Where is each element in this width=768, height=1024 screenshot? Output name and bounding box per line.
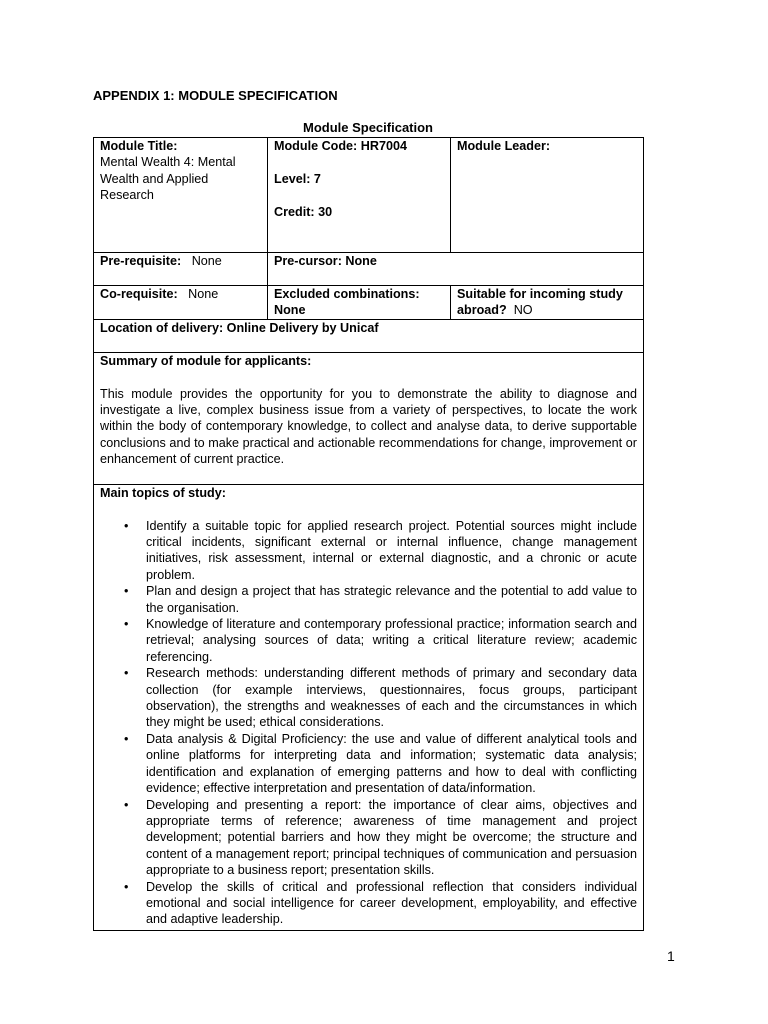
- precursor-text: Pre-cursor: None: [274, 254, 377, 268]
- excluded-value: None: [274, 303, 306, 318]
- topic-item: • Identify a suitable topic for applied research project. Potential sources might include critical incidents, significant external or internal influence, change management initiatives, risk assessment, internal or external diagnostic, and a chronic or acute problem.: [146, 518, 637, 584]
- module-info-row: [94, 138, 644, 253]
- prerequisite-value: None: [191, 254, 222, 268]
- page-number: 1: [667, 948, 675, 964]
- topics-cell: [94, 484, 644, 930]
- prerequisite-cell: [94, 253, 268, 286]
- summary-row: [94, 352, 644, 484]
- module-leader-cell: [451, 138, 644, 253]
- incoming-label: Suitable for incoming study abroad?: [457, 287, 623, 318]
- location-row: [94, 319, 644, 352]
- table-title: Module Specification: [302, 120, 433, 135]
- topics-label: Main topics of study:: [100, 485, 226, 500]
- summary-text: This module provides the opportunity for you to demonstrate the ability to diagnose and investigate a live, complex business issue from a variety of perspectives, to locate the work within the body of contemporary knowledge, to collect and analyse data, to derive supportable conclusions and to make practical and actionable recommendations for change, improvement or enhancement of current practice.: [100, 386, 637, 467]
- module-level: Level: 7: [274, 171, 321, 186]
- corequisite-value: None: [188, 287, 219, 301]
- topics-list: [100, 518, 637, 928]
- topic-item: • Knowledge of literature and contemporary professional practice; information search and retrieval; analysing sources of data; writing a critical literature review; academic referencing.: [146, 616, 637, 665]
- precursor-cell: [268, 253, 644, 286]
- module-credit: Credit: 30: [274, 204, 333, 219]
- location-text: Location of delivery: Online Delivery by Unicaf: [100, 320, 379, 335]
- topic-item: • Data analysis & Digital Proficiency: the use and value of different analytical tools and online platforms for interpreting data and information; systematic data analysis; identification and explanation of emerging patterns and how to deal with conflicting evidence; effective interpretation and presentation of data/information.: [146, 731, 637, 797]
- prerequisite-label: Pre-requisite:: [100, 254, 182, 268]
- topic-item: • Developing and presenting a report: the importance of clear aims, objectives and appropriate terms of reference; awareness of time management and project development; potential barriers and how they might be overcome; the structure and content of a management report; principal techniques of communication and persuasion appropriate to a business report; presentation skills.: [146, 797, 637, 879]
- appendix-heading: APPENDIX 1: MODULE SPECIFICATION: [93, 88, 338, 103]
- module-code: Module Code: HR7004: [274, 139, 407, 153]
- incoming-value: NO: [513, 303, 533, 318]
- topic-item: • Research methods: understanding different methods of primary and secondary data collection (for example interviews, questionnaires, focus groups, participant observation), the strengths and weaknesses of each and the circumstances in which they might be used; ethical considerations.: [146, 665, 637, 731]
- corequisite-label: Co-requisite:: [100, 287, 178, 301]
- module-specification-table: [93, 137, 644, 931]
- location-cell: [94, 319, 644, 352]
- excluded-label: Excluded combinations:: [274, 287, 420, 301]
- summary-label: Summary of module for applicants:: [100, 353, 312, 368]
- corequisite-row: [94, 286, 644, 320]
- module-title-value: Mental Wealth 4: Mental Wealth and Applied Research: [100, 155, 236, 203]
- incoming-study-cell: [451, 286, 644, 320]
- module-leader-label: Module Leader:: [457, 139, 551, 153]
- corequisite-cell: [94, 286, 268, 320]
- prerequisite-row: [94, 253, 644, 286]
- module-code-cell: [268, 138, 451, 253]
- topic-item: • Plan and design a project that has strategic relevance and the potential to add value to the organisation.: [146, 583, 637, 616]
- topics-row: [94, 484, 644, 930]
- summary-cell: [94, 352, 644, 484]
- excluded-combinations-cell: [268, 286, 451, 320]
- module-title-cell: [94, 138, 268, 253]
- module-title-label: Module Title:: [100, 139, 178, 153]
- topic-item: • Develop the skills of critical and professional reflection that considers individual emotional and social intelligence for career development, employability, and effective and adaptive leadership.: [146, 879, 637, 928]
